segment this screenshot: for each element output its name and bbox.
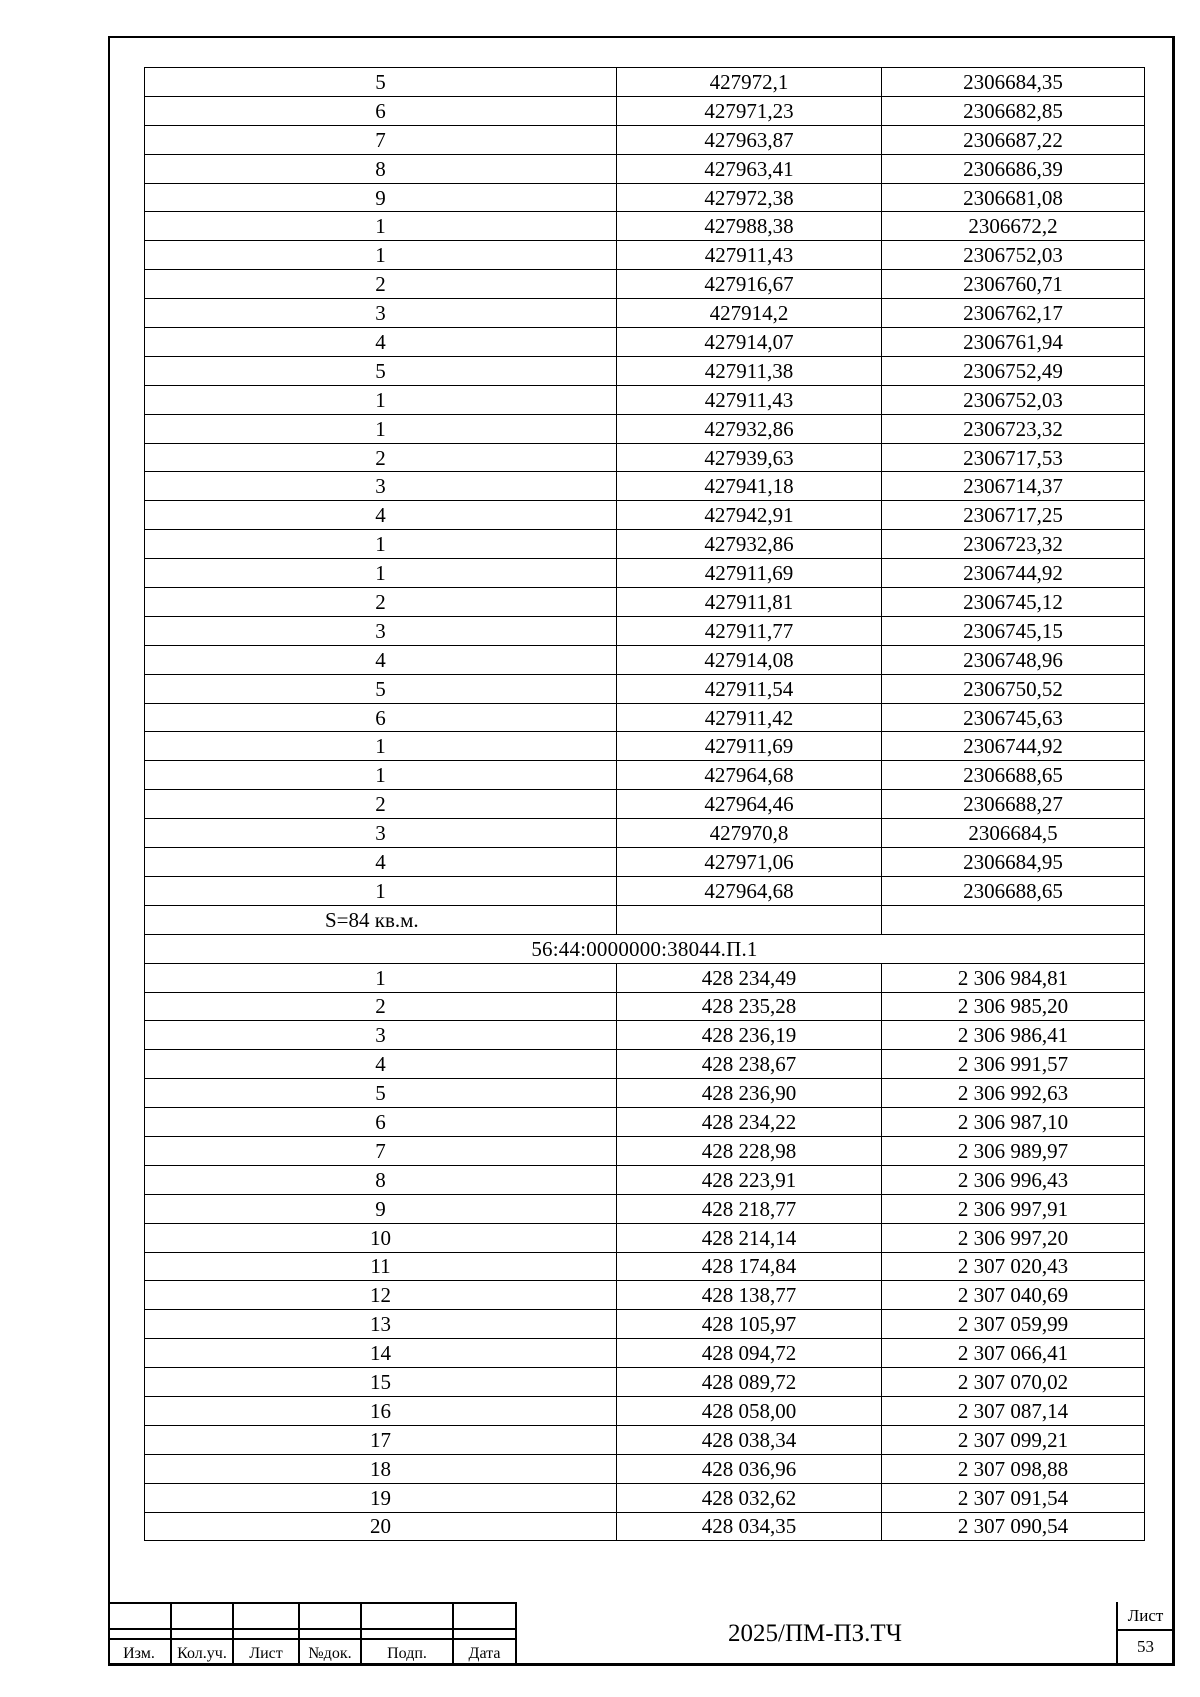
point-number-cell: 15 <box>145 1368 617 1397</box>
table-row <box>145 501 1145 530</box>
stamp-label-change: Изм. <box>123 1645 155 1662</box>
table-row <box>145 241 1145 270</box>
table-row <box>145 1512 1145 1541</box>
point-number-cell: 1 <box>145 241 617 270</box>
area-label: S=84 кв.м. <box>145 905 617 934</box>
table-row <box>145 732 1145 761</box>
point-number-cell: 13 <box>145 1310 617 1339</box>
point-number-cell: 9 <box>145 1194 617 1223</box>
table-row <box>145 530 1145 559</box>
point-number-cell: 20 <box>145 1512 617 1541</box>
y-coordinate-cell: 2306723,32 <box>882 414 1145 443</box>
x-coordinate-cell: 427971,23 <box>617 96 882 125</box>
y-coordinate-cell: 2 307 059,99 <box>882 1310 1145 1339</box>
table-row <box>145 1339 1145 1368</box>
point-number-cell: 3 <box>145 616 617 645</box>
table-row <box>145 674 1145 703</box>
y-coordinate-cell: 2306688,65 <box>882 761 1145 790</box>
y-coordinate-cell: 2306684,35 <box>882 68 1145 97</box>
table-row <box>145 1165 1145 1194</box>
y-coordinate-cell: 2306688,65 <box>882 876 1145 905</box>
point-number-cell: 3 <box>145 1021 617 1050</box>
table-row <box>145 790 1145 819</box>
point-number-cell: 19 <box>145 1483 617 1512</box>
x-coordinate-cell: 427972,38 <box>617 183 882 212</box>
point-number-cell: 8 <box>145 154 617 183</box>
y-coordinate-cell: 2 307 066,41 <box>882 1339 1145 1368</box>
table-row <box>145 154 1145 183</box>
y-coordinate-cell: 2 307 020,43 <box>882 1252 1145 1281</box>
y-coordinate-cell: 2 307 091,54 <box>882 1483 1145 1512</box>
stamp-label-signature: Подп. <box>387 1645 427 1662</box>
x-coordinate-cell: 427911,43 <box>617 385 882 414</box>
x-coordinate-cell: 427911,54 <box>617 674 882 703</box>
y-coordinate-cell: 2306744,92 <box>882 732 1145 761</box>
table-row <box>145 270 1145 299</box>
x-coordinate-cell: 428 234,49 <box>617 963 882 992</box>
point-number-cell: 5 <box>145 68 617 97</box>
x-coordinate-cell: 427964,68 <box>617 876 882 905</box>
table-row <box>145 183 1145 212</box>
stamp-label-doc-number: №док. <box>308 1645 352 1662</box>
table-row <box>145 588 1145 617</box>
point-number-cell: 1 <box>145 559 617 588</box>
y-coordinate-cell: 2306717,25 <box>882 501 1145 530</box>
table-row <box>145 414 1145 443</box>
point-number-cell: 6 <box>145 96 617 125</box>
point-number-cell: 2 <box>145 270 617 299</box>
table-row <box>145 472 1145 501</box>
empty-cell <box>882 905 1145 934</box>
point-number-cell: 12 <box>145 1281 617 1310</box>
table-row <box>145 212 1145 241</box>
point-number-cell: 9 <box>145 183 617 212</box>
coordinates-table <box>144 67 1145 1541</box>
y-coordinate-cell: 2306672,2 <box>882 212 1145 241</box>
point-number-cell: 11 <box>145 1252 617 1281</box>
point-number-cell: 1 <box>145 414 617 443</box>
y-coordinate-cell: 2306750,52 <box>882 674 1145 703</box>
table-row <box>145 1425 1145 1454</box>
x-coordinate-cell: 427963,41 <box>617 154 882 183</box>
x-coordinate-cell: 427970,8 <box>617 819 882 848</box>
y-coordinate-cell: 2306714,37 <box>882 472 1145 501</box>
y-coordinate-cell: 2306723,32 <box>882 530 1145 559</box>
table-row <box>145 443 1145 472</box>
y-coordinate-cell: 2306752,49 <box>882 356 1145 385</box>
y-coordinate-cell: 2306684,95 <box>882 848 1145 877</box>
x-coordinate-cell: 428 214,14 <box>617 1223 882 1252</box>
point-number-cell: 10 <box>145 1223 617 1252</box>
table-row <box>145 1050 1145 1079</box>
x-coordinate-cell: 427972,1 <box>617 68 882 97</box>
x-coordinate-cell: 428 234,22 <box>617 1108 882 1137</box>
y-coordinate-cell: 2 307 070,02 <box>882 1368 1145 1397</box>
point-number-cell: 1 <box>145 761 617 790</box>
point-number-cell: 3 <box>145 299 617 328</box>
cadastral-row <box>145 934 1145 963</box>
table-row <box>145 1310 1145 1339</box>
x-coordinate-cell: 427911,81 <box>617 588 882 617</box>
point-number-cell: 8 <box>145 1165 617 1194</box>
x-coordinate-cell: 427914,07 <box>617 328 882 357</box>
y-coordinate-cell: 2 306 997,91 <box>882 1194 1145 1223</box>
table-row <box>145 703 1145 732</box>
table-row <box>145 963 1145 992</box>
x-coordinate-cell: 428 218,77 <box>617 1194 882 1223</box>
title-block <box>108 1602 1175 1666</box>
table-row <box>145 1368 1145 1397</box>
x-coordinate-cell: 427988,38 <box>617 212 882 241</box>
point-number-cell: 6 <box>145 1108 617 1137</box>
point-number-cell: 1 <box>145 385 617 414</box>
y-coordinate-cell: 2306745,12 <box>882 588 1145 617</box>
x-coordinate-cell: 427964,46 <box>617 790 882 819</box>
table-row <box>145 1136 1145 1165</box>
cadastral-number: 56:44:0000000:38044.П.1 <box>145 934 1145 963</box>
x-coordinate-cell: 428 235,28 <box>617 992 882 1021</box>
x-coordinate-cell: 427911,42 <box>617 703 882 732</box>
y-coordinate-cell: 2306745,63 <box>882 703 1145 732</box>
point-number-cell: 4 <box>145 328 617 357</box>
x-coordinate-cell: 428 138,77 <box>617 1281 882 1310</box>
point-number-cell: 2 <box>145 588 617 617</box>
x-coordinate-cell: 427942,91 <box>617 501 882 530</box>
point-number-cell: 4 <box>145 1050 617 1079</box>
y-coordinate-cell: 2306752,03 <box>882 385 1145 414</box>
stamp-label-sheet: Лист <box>249 1645 283 1662</box>
stamp-label-date: Дата <box>468 1645 501 1662</box>
table-row <box>145 385 1145 414</box>
table-row <box>145 356 1145 385</box>
point-number-cell: 1 <box>145 732 617 761</box>
point-number-cell: 6 <box>145 703 617 732</box>
x-coordinate-cell: 428 036,96 <box>617 1454 882 1483</box>
table-row <box>145 125 1145 154</box>
x-coordinate-cell: 427964,68 <box>617 761 882 790</box>
table-row <box>145 96 1145 125</box>
y-coordinate-cell: 2 306 996,43 <box>882 1165 1145 1194</box>
x-coordinate-cell: 428 174,84 <box>617 1252 882 1281</box>
x-coordinate-cell: 428 089,72 <box>617 1368 882 1397</box>
point-number-cell: 14 <box>145 1339 617 1368</box>
point-number-cell: 1 <box>145 212 617 241</box>
point-number-cell: 1 <box>145 876 617 905</box>
point-number-cell: 3 <box>145 819 617 848</box>
point-number-cell: 3 <box>145 472 617 501</box>
y-coordinate-cell: 2 306 997,20 <box>882 1223 1145 1252</box>
point-number-cell: 1 <box>145 963 617 992</box>
y-coordinate-cell: 2 306 987,10 <box>882 1108 1145 1137</box>
y-coordinate-cell: 2 306 992,63 <box>882 1079 1145 1108</box>
table-row <box>145 1194 1145 1223</box>
table-row <box>145 1021 1145 1050</box>
y-coordinate-cell: 2 307 040,69 <box>882 1281 1145 1310</box>
y-coordinate-cell: 2306745,15 <box>882 616 1145 645</box>
y-coordinate-cell: 2 306 985,20 <box>882 992 1145 1021</box>
y-coordinate-cell: 2306687,22 <box>882 125 1145 154</box>
table-row <box>145 1281 1145 1310</box>
table-row <box>145 1454 1145 1483</box>
point-number-cell: 4 <box>145 501 617 530</box>
x-coordinate-cell: 428 236,19 <box>617 1021 882 1050</box>
y-coordinate-cell: 2 307 098,88 <box>882 1454 1145 1483</box>
table-row <box>145 819 1145 848</box>
point-number-cell: 1 <box>145 530 617 559</box>
x-coordinate-cell: 427911,69 <box>617 732 882 761</box>
x-coordinate-cell: 428 094,72 <box>617 1339 882 1368</box>
y-coordinate-cell: 2306688,27 <box>882 790 1145 819</box>
point-number-cell: 4 <box>145 645 617 674</box>
table-row <box>145 1483 1145 1512</box>
table-row <box>145 559 1145 588</box>
x-coordinate-cell: 428 058,00 <box>617 1396 882 1425</box>
table-row <box>145 1223 1145 1252</box>
point-number-cell: 17 <box>145 1425 617 1454</box>
stamp-label-count: Кол.уч. <box>177 1645 227 1662</box>
x-coordinate-cell: 427911,77 <box>617 616 882 645</box>
point-number-cell: 2 <box>145 790 617 819</box>
x-coordinate-cell: 428 038,34 <box>617 1425 882 1454</box>
table-row <box>145 616 1145 645</box>
y-coordinate-cell: 2306761,94 <box>882 328 1145 357</box>
y-coordinate-cell: 2306684,5 <box>882 819 1145 848</box>
x-coordinate-cell: 428 034,35 <box>617 1512 882 1541</box>
coordinates-table-body <box>145 68 1145 1541</box>
sheet-number: 53 <box>1137 1637 1154 1656</box>
y-coordinate-cell: 2 306 989,97 <box>882 1136 1145 1165</box>
x-coordinate-cell: 428 238,67 <box>617 1050 882 1079</box>
point-number-cell: 18 <box>145 1454 617 1483</box>
point-number-cell: 7 <box>145 1136 617 1165</box>
y-coordinate-cell: 2 306 986,41 <box>882 1021 1145 1050</box>
point-number-cell: 7 <box>145 125 617 154</box>
x-coordinate-cell: 428 223,91 <box>617 1165 882 1194</box>
y-coordinate-cell: 2306752,03 <box>882 241 1145 270</box>
y-coordinate-cell: 2 307 090,54 <box>882 1512 1145 1541</box>
x-coordinate-cell: 427941,18 <box>617 472 882 501</box>
x-coordinate-cell: 427914,2 <box>617 299 882 328</box>
x-coordinate-cell: 427939,63 <box>617 443 882 472</box>
point-number-cell: 4 <box>145 848 617 877</box>
y-coordinate-cell: 2306682,85 <box>882 96 1145 125</box>
table-row <box>145 645 1145 674</box>
y-coordinate-cell: 2306744,92 <box>882 559 1145 588</box>
x-coordinate-cell: 428 228,98 <box>617 1136 882 1165</box>
point-number-cell: 2 <box>145 992 617 1021</box>
y-coordinate-cell: 2306760,71 <box>882 270 1145 299</box>
table-row <box>145 761 1145 790</box>
y-coordinate-cell: 2 307 087,14 <box>882 1396 1145 1425</box>
point-number-cell: 5 <box>145 674 617 703</box>
y-coordinate-cell: 2 306 984,81 <box>882 963 1145 992</box>
y-coordinate-cell: 2306748,96 <box>882 645 1145 674</box>
y-coordinate-cell: 2306686,39 <box>882 154 1145 183</box>
table-row <box>145 848 1145 877</box>
x-coordinate-cell: 427911,38 <box>617 356 882 385</box>
table-row <box>145 299 1145 328</box>
x-coordinate-cell: 428 236,90 <box>617 1079 882 1108</box>
table-row <box>145 1108 1145 1137</box>
table-row <box>145 1079 1145 1108</box>
table-row <box>145 1396 1145 1425</box>
empty-cell <box>617 905 882 934</box>
point-number-cell: 5 <box>145 356 617 385</box>
y-coordinate-cell: 2306762,17 <box>882 299 1145 328</box>
point-number-cell: 16 <box>145 1396 617 1425</box>
table-row <box>145 1252 1145 1281</box>
x-coordinate-cell: 427914,08 <box>617 645 882 674</box>
y-coordinate-cell: 2306717,53 <box>882 443 1145 472</box>
x-coordinate-cell: 428 032,62 <box>617 1483 882 1512</box>
x-coordinate-cell: 427932,86 <box>617 414 882 443</box>
x-coordinate-cell: 427916,67 <box>617 270 882 299</box>
table-row <box>145 68 1145 97</box>
x-coordinate-cell: 427911,43 <box>617 241 882 270</box>
y-coordinate-cell: 2 306 991,57 <box>882 1050 1145 1079</box>
x-coordinate-cell: 427911,69 <box>617 559 882 588</box>
point-number-cell: 2 <box>145 443 617 472</box>
y-coordinate-cell: 2306681,08 <box>882 183 1145 212</box>
document-code: 2025/ПМ-ПЗ.ТЧ <box>728 1620 902 1647</box>
x-coordinate-cell: 427963,87 <box>617 125 882 154</box>
table-row <box>145 328 1145 357</box>
point-number-cell: 5 <box>145 1079 617 1108</box>
table-row <box>145 876 1145 905</box>
x-coordinate-cell: 427932,86 <box>617 530 882 559</box>
table-row <box>145 992 1145 1021</box>
y-coordinate-cell: 2 307 099,21 <box>882 1425 1145 1454</box>
sheet-label: Лист <box>1127 1606 1164 1625</box>
area-row <box>145 905 1145 934</box>
x-coordinate-cell: 427971,06 <box>617 848 882 877</box>
x-coordinate-cell: 428 105,97 <box>617 1310 882 1339</box>
